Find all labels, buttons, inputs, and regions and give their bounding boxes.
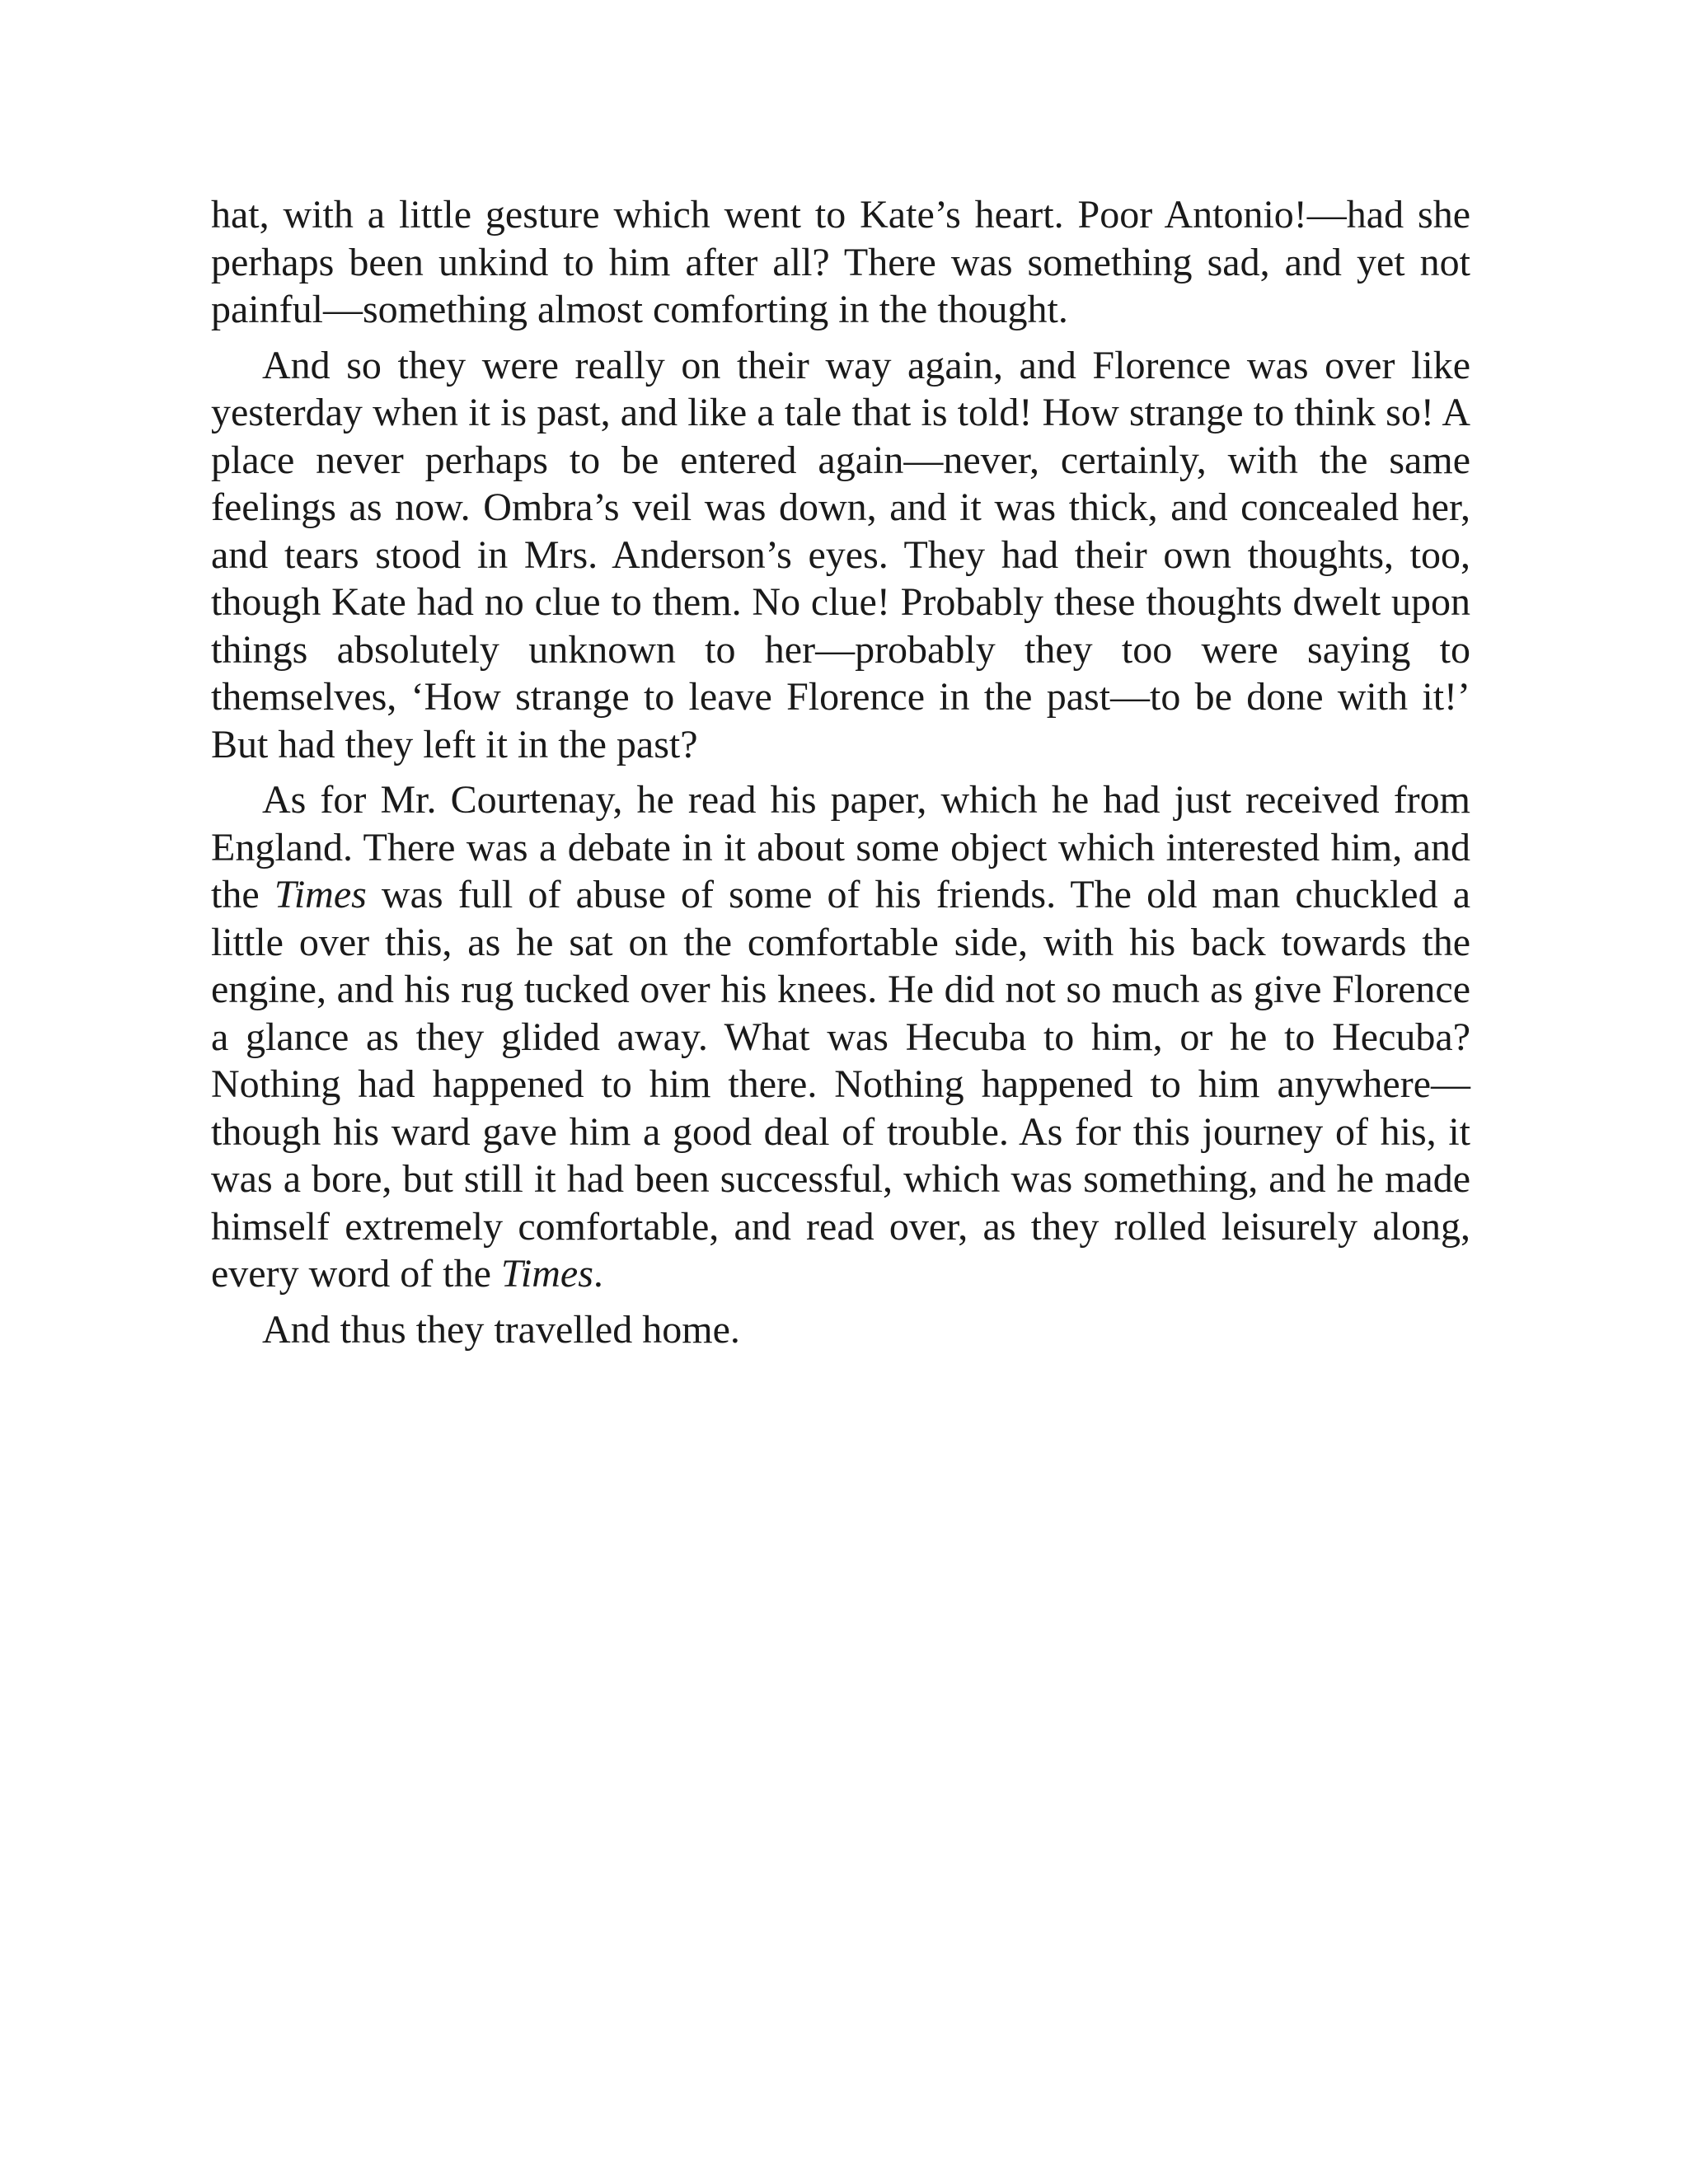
- paragraph-3: [211, 776, 1470, 1298]
- italic-title-times: Times: [500, 1252, 593, 1296]
- paragraph-text: .: [593, 1252, 603, 1296]
- paragraph-text: And thus they travelled home.: [262, 1307, 740, 1352]
- paragraph-text: hat, with a little gesture which went to Kate’s heart. Poor Antonio!—had she perhaps been unkind to him after all? There was something sad, and yet not painful—something almost comforting in the thought.: [211, 193, 1470, 331]
- paragraph-text: And so they were really on their way again, and Florence was over like yesterday when it is past, and like a tale that is told! How strange to think so! A place never perhaps to be entered again—never, certainly, with the same feelings as now. Ombra’s veil was down, and it was thick, and concealed her, and tears stood in Mrs. Anderson’s eyes. They had their own thoughts, too, though Kate had no clue to them. No clue! Probably these thoughts dwelt upon things absolutely unknown to her—probably they too were saying to themselves, ‘How strange to leave Florence in the past—to be done with it!’ But had they left it in the past?: [211, 343, 1470, 766]
- paragraph-2: [211, 342, 1470, 769]
- italic-title-times: Times: [274, 873, 367, 916]
- paragraph-1: [211, 191, 1470, 334]
- paragraph-4: [211, 1306, 1470, 1354]
- page-body: [211, 191, 1470, 1361]
- paragraph-text: As for Mr. Courtenay, he read his paper, which he had just received from England. There was a debate in it about some object which interested him, and the: [211, 778, 1470, 916]
- paragraph-text: was full of abuse of some of his friends. The old man chuckled a little over this, as he sat on the comfortable side, with his back towards the engine, and his rug tucked over his knees. He did not so much as give Florence a glance as they glided away. What was Hecuba to him, or he to Hecuba? Nothing had happened to him there. Nothing happened to him anywhere—though his ward gave him a good deal of trouble. As for this journey of his, it was a bore, but still it had been successful, which was something, and he made himself extremely comfortable, and read over, as they rolled leisurely along, every word of the: [211, 873, 1470, 1296]
